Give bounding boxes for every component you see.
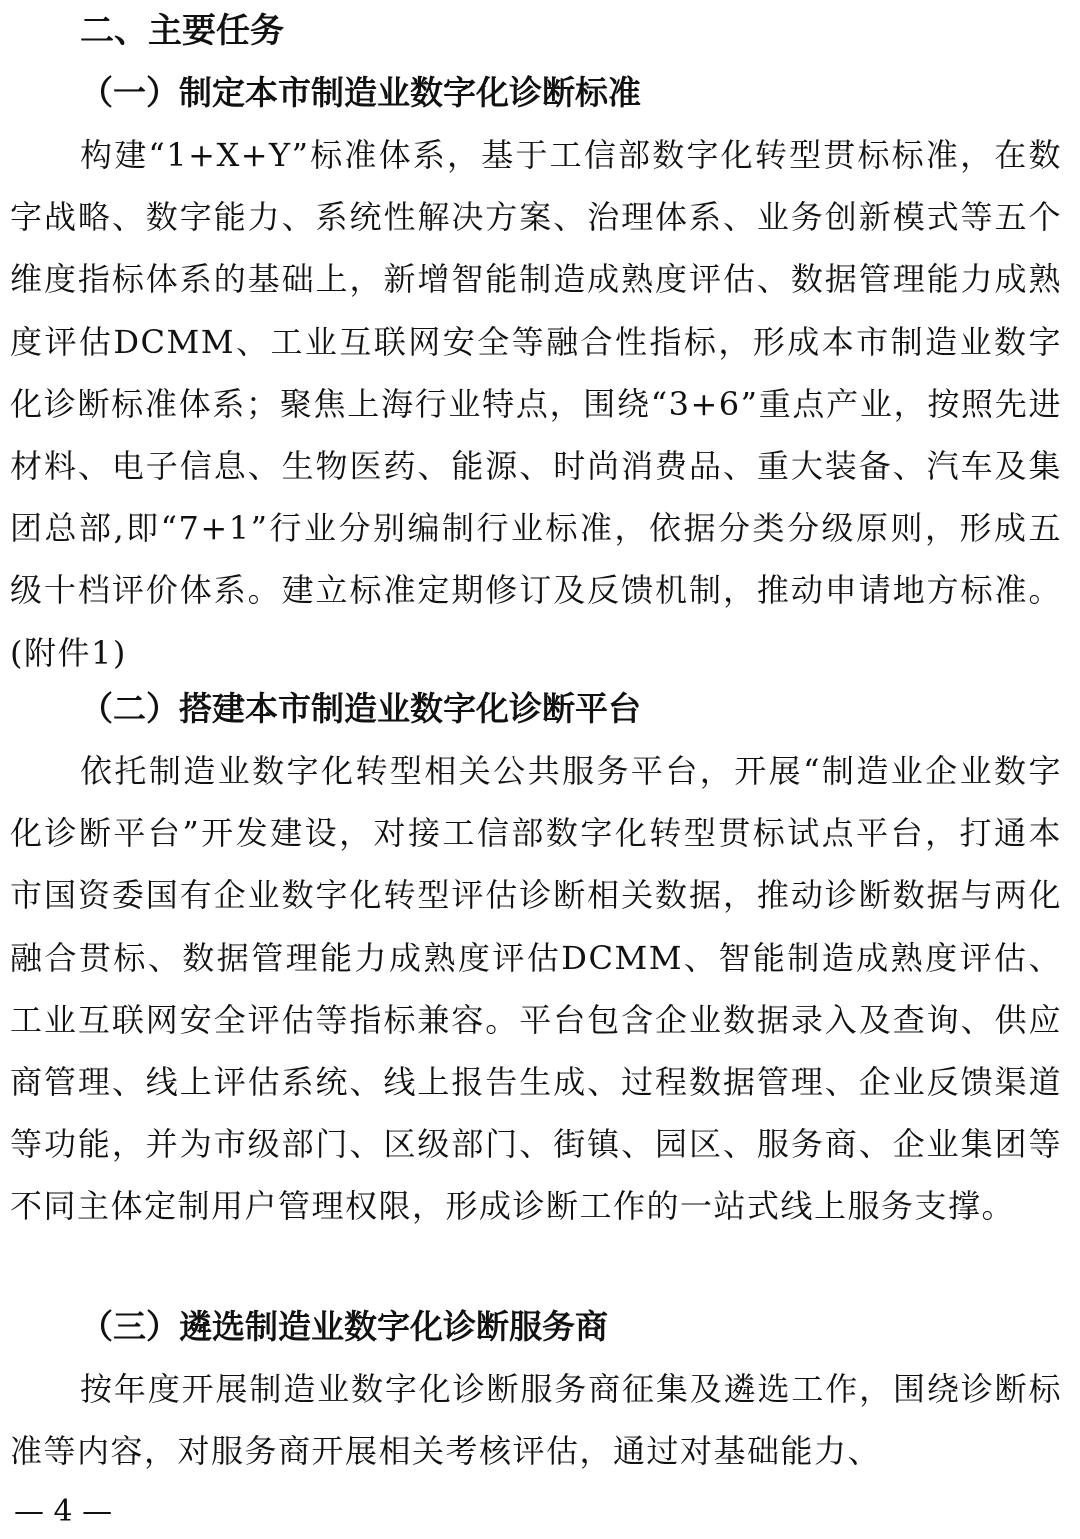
subsection-heading-1: （一）制定本市制造业数字化诊断标准 xyxy=(80,73,641,112)
subsection-heading-2: （二）搭建本市制造业数字化诊断平台 xyxy=(80,689,641,728)
section-title: 二、主要任务 xyxy=(80,11,284,51)
page-number: — 4 — xyxy=(14,1494,113,1529)
subsection-heading-3: （三）遴选制造业数字化诊断服务商 xyxy=(80,1307,608,1346)
subsection-paragraph-1: 构建“1+X+Y”标准体系，基于工信部数字化转型贯标标准，在数字战略、数字能力、系统性解决方案、治理体系、业务创新模式等五个维度指标体系的基础上，新增智能制造成熟度评估、数据管理能力成熟度评估DCMM、工业互联网安全等融合性指标，形成本市制造业数字化诊断标准体系；聚焦上海行业特点，围绕“3+6”重点产业，按照先进材料、电子信息、生物医药、能源、时尚消费品、重大装备、汽车及集团总部,即“7+1”行业分别编制行业标准，依据分类分级原则，形成五级十档评价体系。建立标准定期修订及反馈机制，推动申请地方标准。(附件1) xyxy=(10,136,1062,672)
subsection-paragraph-2: 依托制造业数字化转型相关公共服务平台，开展“制造业企业数字化诊断平台”开发建设，对接工信部数字化转型贯标试点平台，打通本市国资委国有企业数字化转型评估诊断相关数据，推动诊断数据与两化融合贯标、数据管理能力成熟度评估DCMM、智能制造成熟度评估、工业互联网安全评估等指标兼容。平台包含企业数据录入及查询、供应商管理、线上评估系统、线上报告生成、过程数据管理、企业反馈渠道等功能，并为市级部门、区级部门、街镇、园区、服务商、企业集团等不同主体定制用户管理权限，形成诊断工作的一站式线上服务支撑。 xyxy=(10,752,1062,1226)
subsection-paragraph-3: 按年度开展制造业数字化诊断服务商征集及遴选工作，围绕诊断标准等内容，对服务商开展相关考核评估，通过对基础能力、 xyxy=(10,1370,1062,1471)
